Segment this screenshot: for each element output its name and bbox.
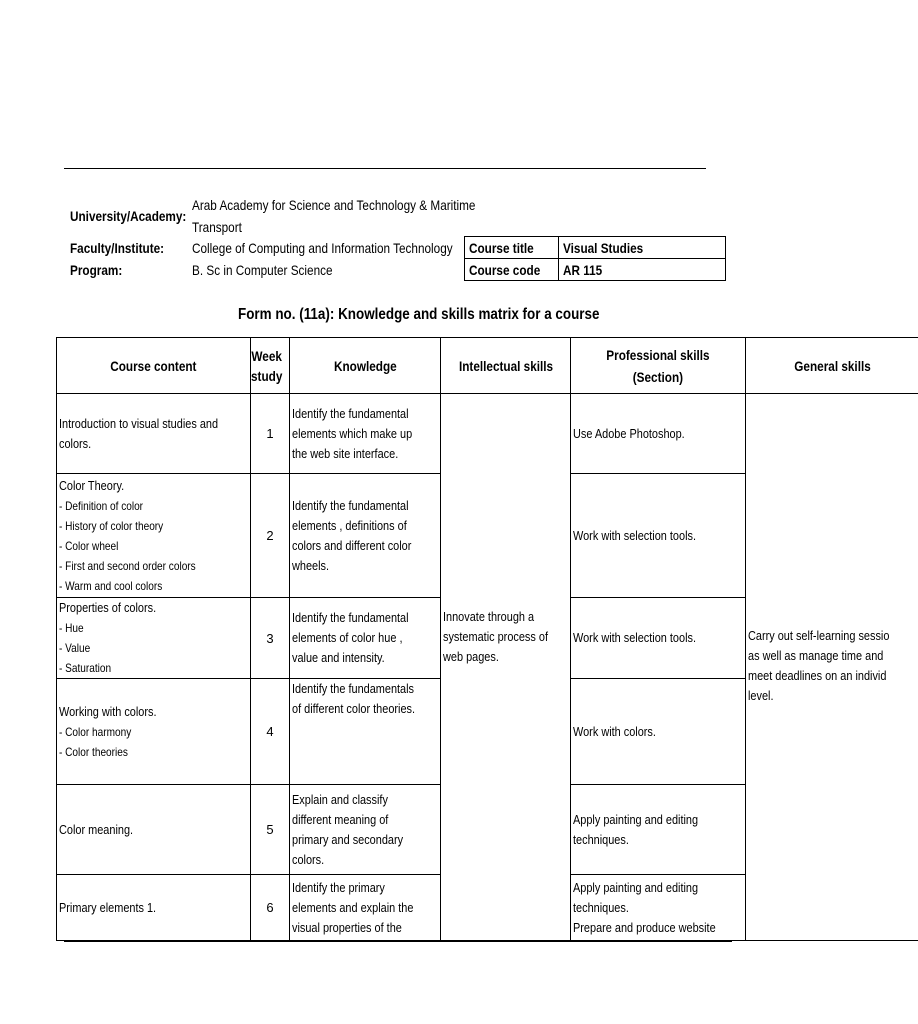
col-general: General skills bbox=[745, 338, 918, 394]
col-professional: Professional skills (Section) bbox=[571, 338, 746, 394]
program-label: Program: bbox=[70, 262, 123, 278]
course-meta-table bbox=[464, 236, 726, 281]
row4-knowledge: Identify the fundamentals of different color theories. bbox=[289, 679, 440, 785]
row1-knowledge: Identify the fundamental elements which make up the web site interface. bbox=[289, 394, 440, 474]
general-skills-cell: Carry out self-learning sessio as well as manage time and meet deadlines on an individ level. bbox=[745, 394, 918, 941]
course-code-label: Course code bbox=[465, 259, 559, 281]
row5-professional: Apply painting and editing techniques. bbox=[571, 785, 746, 875]
row6-knowledge: Identify the primary elements and explain the visual properties of the bbox=[289, 875, 440, 941]
row4-professional: Work with colors. bbox=[571, 679, 746, 785]
course-title-row bbox=[465, 237, 726, 259]
form-title: Form no. (11a): Knowledge and skills matrix for a course bbox=[238, 306, 600, 323]
row4-week: 4 bbox=[251, 679, 289, 785]
header-row bbox=[57, 338, 918, 394]
row3-week: 3 bbox=[251, 598, 289, 679]
bottom-divider bbox=[64, 940, 732, 942]
course-title-label: Course title bbox=[465, 237, 559, 259]
row2-week: 2 bbox=[251, 474, 289, 598]
university-label: University/Academy: bbox=[70, 208, 187, 224]
row1-week: 1 bbox=[251, 394, 289, 474]
row6-content: Primary elements 1. bbox=[57, 875, 251, 941]
col-knowledge: Knowledge bbox=[289, 338, 440, 394]
row2-knowledge: Identify the fundamental elements , definitions of colors and different color wheels. bbox=[289, 474, 440, 598]
row3-content: Properties of colors. - Hue - Value - Saturation bbox=[57, 598, 251, 679]
row6-professional: Apply painting and editing techniques. Prepare and produce website bbox=[571, 875, 746, 941]
row3-knowledge: Identify the fundamental elements of color hue , value and intensity. bbox=[289, 598, 440, 679]
course-title-value: Visual Studies bbox=[558, 237, 725, 259]
row5-knowledge: Explain and classify different meaning of primary and secondary colors. bbox=[289, 785, 440, 875]
row1-professional: Use Adobe Photoshop. bbox=[571, 394, 746, 474]
intellectual-skills-cell: Innovate through a systematic process of web pages. bbox=[441, 394, 571, 941]
row3-professional: Work with selection tools. bbox=[571, 598, 746, 679]
faculty-value: College of Computing and Information Technology bbox=[192, 240, 453, 256]
university-value: Arab Academy for Science and Technology & Maritime Transport bbox=[192, 197, 476, 235]
course-code-value: AR 115 bbox=[558, 259, 725, 281]
col-week: Week study bbox=[251, 338, 289, 394]
row6-week: 6 bbox=[251, 875, 289, 941]
table-row bbox=[57, 394, 918, 474]
row2-professional: Work with selection tools. bbox=[571, 474, 746, 598]
row2-content: Color Theory. - Definition of color - History of color theory - Color wheel - First and second order colors - Warm and cool colors bbox=[57, 474, 251, 598]
top-divider bbox=[64, 168, 706, 169]
program-value: B. Sc in Computer Science bbox=[192, 262, 333, 278]
row1-content: Introduction to visual studies and colors. bbox=[57, 394, 251, 474]
col-course-content: Course content bbox=[57, 338, 251, 394]
course-code-row bbox=[465, 259, 726, 281]
row4-content: Working with colors. - Color harmony - Color theories bbox=[57, 679, 251, 785]
skills-matrix-table bbox=[56, 337, 918, 941]
faculty-label: Faculty/Institute: bbox=[70, 240, 165, 256]
row5-week: 5 bbox=[251, 785, 289, 875]
row5-content: Color meaning. bbox=[57, 785, 251, 875]
col-intellectual: Intellectual skills bbox=[441, 338, 571, 394]
